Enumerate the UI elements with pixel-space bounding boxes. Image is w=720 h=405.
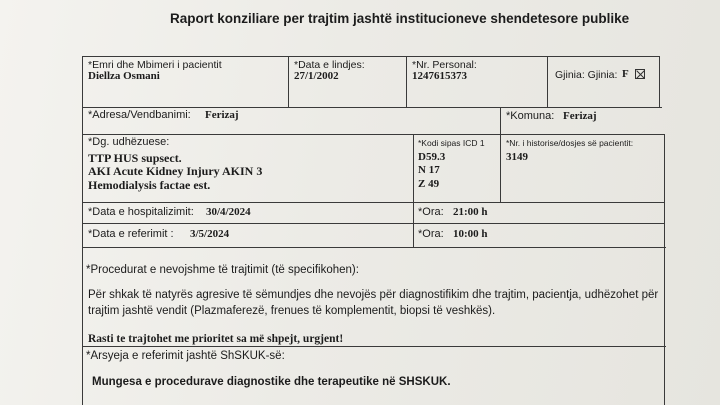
referral-date: 3/5/2024 bbox=[190, 228, 230, 240]
diagnosis-line-1: TTP HUS supsect. bbox=[88, 151, 182, 165]
diagnosis-line-3: Hemodialysis factae est. bbox=[88, 178, 211, 192]
hospitalization-label: *Data e hospitalizimit: bbox=[88, 206, 194, 218]
table-divider-row5 bbox=[82, 247, 666, 248]
icd-code-1: D59.3 bbox=[418, 151, 446, 163]
reason-text: Mungesa e procedurave diagnostike dhe terapeutike në SHSKUK. bbox=[92, 376, 451, 388]
table-divider-row3 bbox=[82, 202, 665, 203]
diagnosis-line-2: AKI Acute Kidney Injury AKIN 3 bbox=[88, 164, 263, 178]
gender-label: Gjinia: Gjinia: bbox=[555, 69, 618, 81]
col-divider-dob bbox=[288, 56, 289, 107]
icd-label: *Kodi sipas ICD 1 bbox=[418, 138, 485, 148]
icd-code-2: N 17 bbox=[418, 164, 440, 176]
urgent-note: Rasti te trajtohet me prioritet sa më shpejt, urgjent! bbox=[88, 333, 344, 345]
table-divider-row6 bbox=[82, 346, 666, 347]
referral-time: 10:00 h bbox=[453, 228, 488, 240]
hospitalization-time-label: *Ora: bbox=[418, 206, 444, 218]
col-divider-history bbox=[500, 134, 501, 202]
table-divider-row4 bbox=[82, 223, 665, 224]
personal-number: 1247615373 bbox=[412, 70, 467, 82]
reason-label: *Arsyeja e referimit jashtë ShSKUK-së: bbox=[86, 350, 285, 362]
dob-label: *Data e lindjes: bbox=[294, 59, 365, 71]
table-border-right-top bbox=[659, 56, 660, 107]
form-title: Raport konziliare per trajtim jashtë institucioneve shendetesore publike bbox=[170, 11, 630, 26]
table-border-top bbox=[82, 56, 659, 57]
history-label: *Nr. i historise/dosjes së pacientit: bbox=[506, 138, 634, 148]
col-divider-personal bbox=[406, 56, 407, 107]
col-divider-gender bbox=[547, 56, 548, 107]
address-value: Ferizaj bbox=[205, 109, 239, 121]
gender-checkbox bbox=[635, 69, 645, 79]
icd-code-3: Z 49 bbox=[418, 178, 440, 190]
table-border-left bbox=[82, 56, 83, 405]
gender-value: F bbox=[622, 68, 629, 80]
personal-number-label: *Nr. Personal: bbox=[412, 59, 477, 71]
procedures-text-line-2: trajtim jashtë vendit (Plazmaferezë, frenues të komplementit, biopsi të veshkës). bbox=[88, 305, 496, 317]
diagnosis-label: *Dg. udhëzuese: bbox=[88, 136, 170, 148]
procedures-label: *Procedurat e nevojshme të trajtimit (të specifikohen): bbox=[86, 264, 359, 276]
dob-value: 27/1/2002 bbox=[294, 70, 339, 82]
patient-name: Diellza Osmani bbox=[88, 70, 160, 82]
col-divider-icd bbox=[413, 134, 414, 247]
table-divider-row2 bbox=[82, 134, 664, 135]
commune-value: Ferizaj bbox=[563, 110, 597, 122]
address-label: *Adresa/Vendbanimi: bbox=[88, 109, 191, 121]
referral-time-label: *Ora: bbox=[418, 228, 444, 240]
hospitalization-date: 30/4/2024 bbox=[206, 206, 251, 218]
procedures-text-line-1: Për shkak të natyrës agresive të sëmundjes dhe nevojës për diagnostifikim dhe trajtim, pacientja, udhëzohet për bbox=[88, 289, 659, 301]
referral-label: *Data e referimit : bbox=[88, 228, 174, 240]
col-divider-commune bbox=[500, 107, 501, 134]
patient-name-label: *Emri dhe Mbimeri i pacientit bbox=[88, 59, 222, 71]
commune-label: *Komuna: bbox=[506, 110, 555, 122]
hospitalization-time: 21:00 h bbox=[453, 206, 488, 218]
table-border-right bbox=[664, 134, 665, 405]
history-number: 3149 bbox=[506, 151, 528, 163]
table-divider-row1 bbox=[82, 107, 662, 108]
